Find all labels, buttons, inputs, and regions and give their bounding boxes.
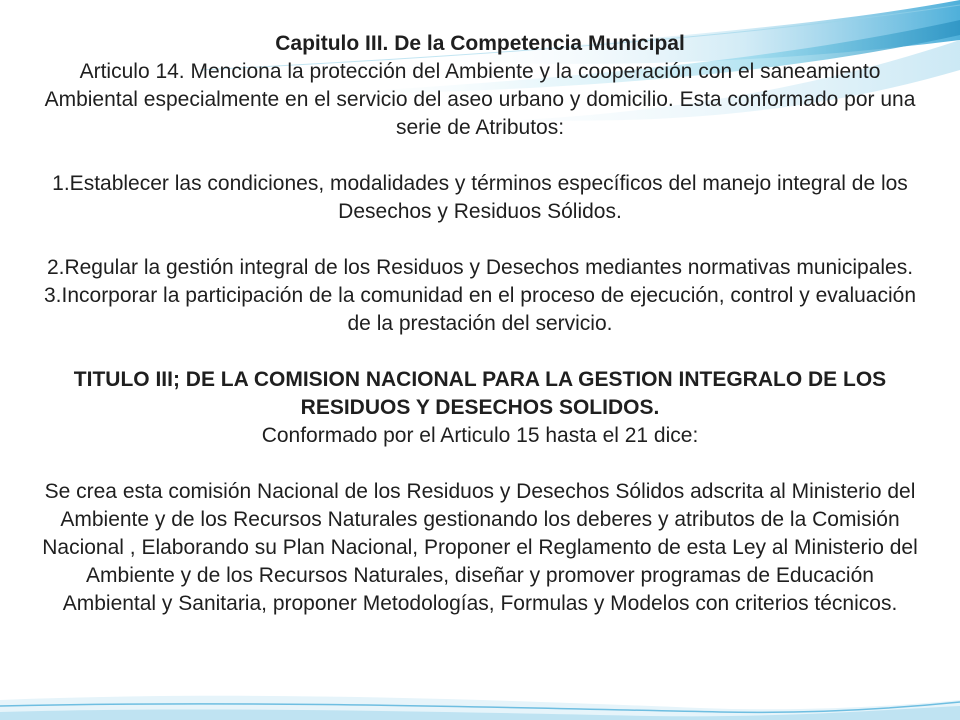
commission-paragraph: Se crea esta comisión Nacional de los Residuos y Desechos Sólidos adscrita al Ministerio del Ambiente y de los Recursos Naturales gestionando los deberes y atributos de la Comisión Nacional , Elaborando su Plan Nacional, Proponer el Reglamento de esta Ley al Ministerio del Ambiente y de los Recursos Naturales, diseñar y promover programas de Educación Ambiental y Sanitaria, proponer Metodologías, Formulas y Modelos con criterios técnicos.	[42, 480, 918, 615]
slide-body	[40, 30, 920, 618]
spacer	[40, 450, 920, 478]
titulo-iii-heading: TITULO III; DE LA COMISION NACIONAL PARA LA GESTION INTEGRALO DE LOS RESIDUOS Y DESECHOS SOLIDOS.	[73, 368, 887, 419]
spacer	[40, 338, 920, 366]
spacer	[40, 142, 920, 170]
attribute-item-2: 2.Regular la gestión integral de los Residuos y Desechos mediantes normativas municipales.	[46, 256, 914, 279]
attribute-item-1: 1.Establecer las condiciones, modalidades y términos específicos del manejo integral de los Desechos y Residuos Sólidos.	[52, 172, 908, 223]
article-14-text: Articulo 14. Menciona la protección del Ambiente y la cooperación con el saneamiento Ambiental especialmente en el servicio del aseo urbano y domicilio. Esta conformado por una serie de Atributos:	[44, 60, 916, 139]
attribute-item-3: 3.Incorporar la participación de la comunidad en el proceso de ejecución, control y evaluación de la prestación del servicio.	[43, 284, 917, 335]
spacer	[40, 226, 920, 254]
chapter-title: Capitulo III. De la Competencia Municipal	[275, 32, 685, 55]
titulo-iii-subheading: Conformado por el Articulo 15 hasta el 21 dice:	[261, 424, 699, 447]
